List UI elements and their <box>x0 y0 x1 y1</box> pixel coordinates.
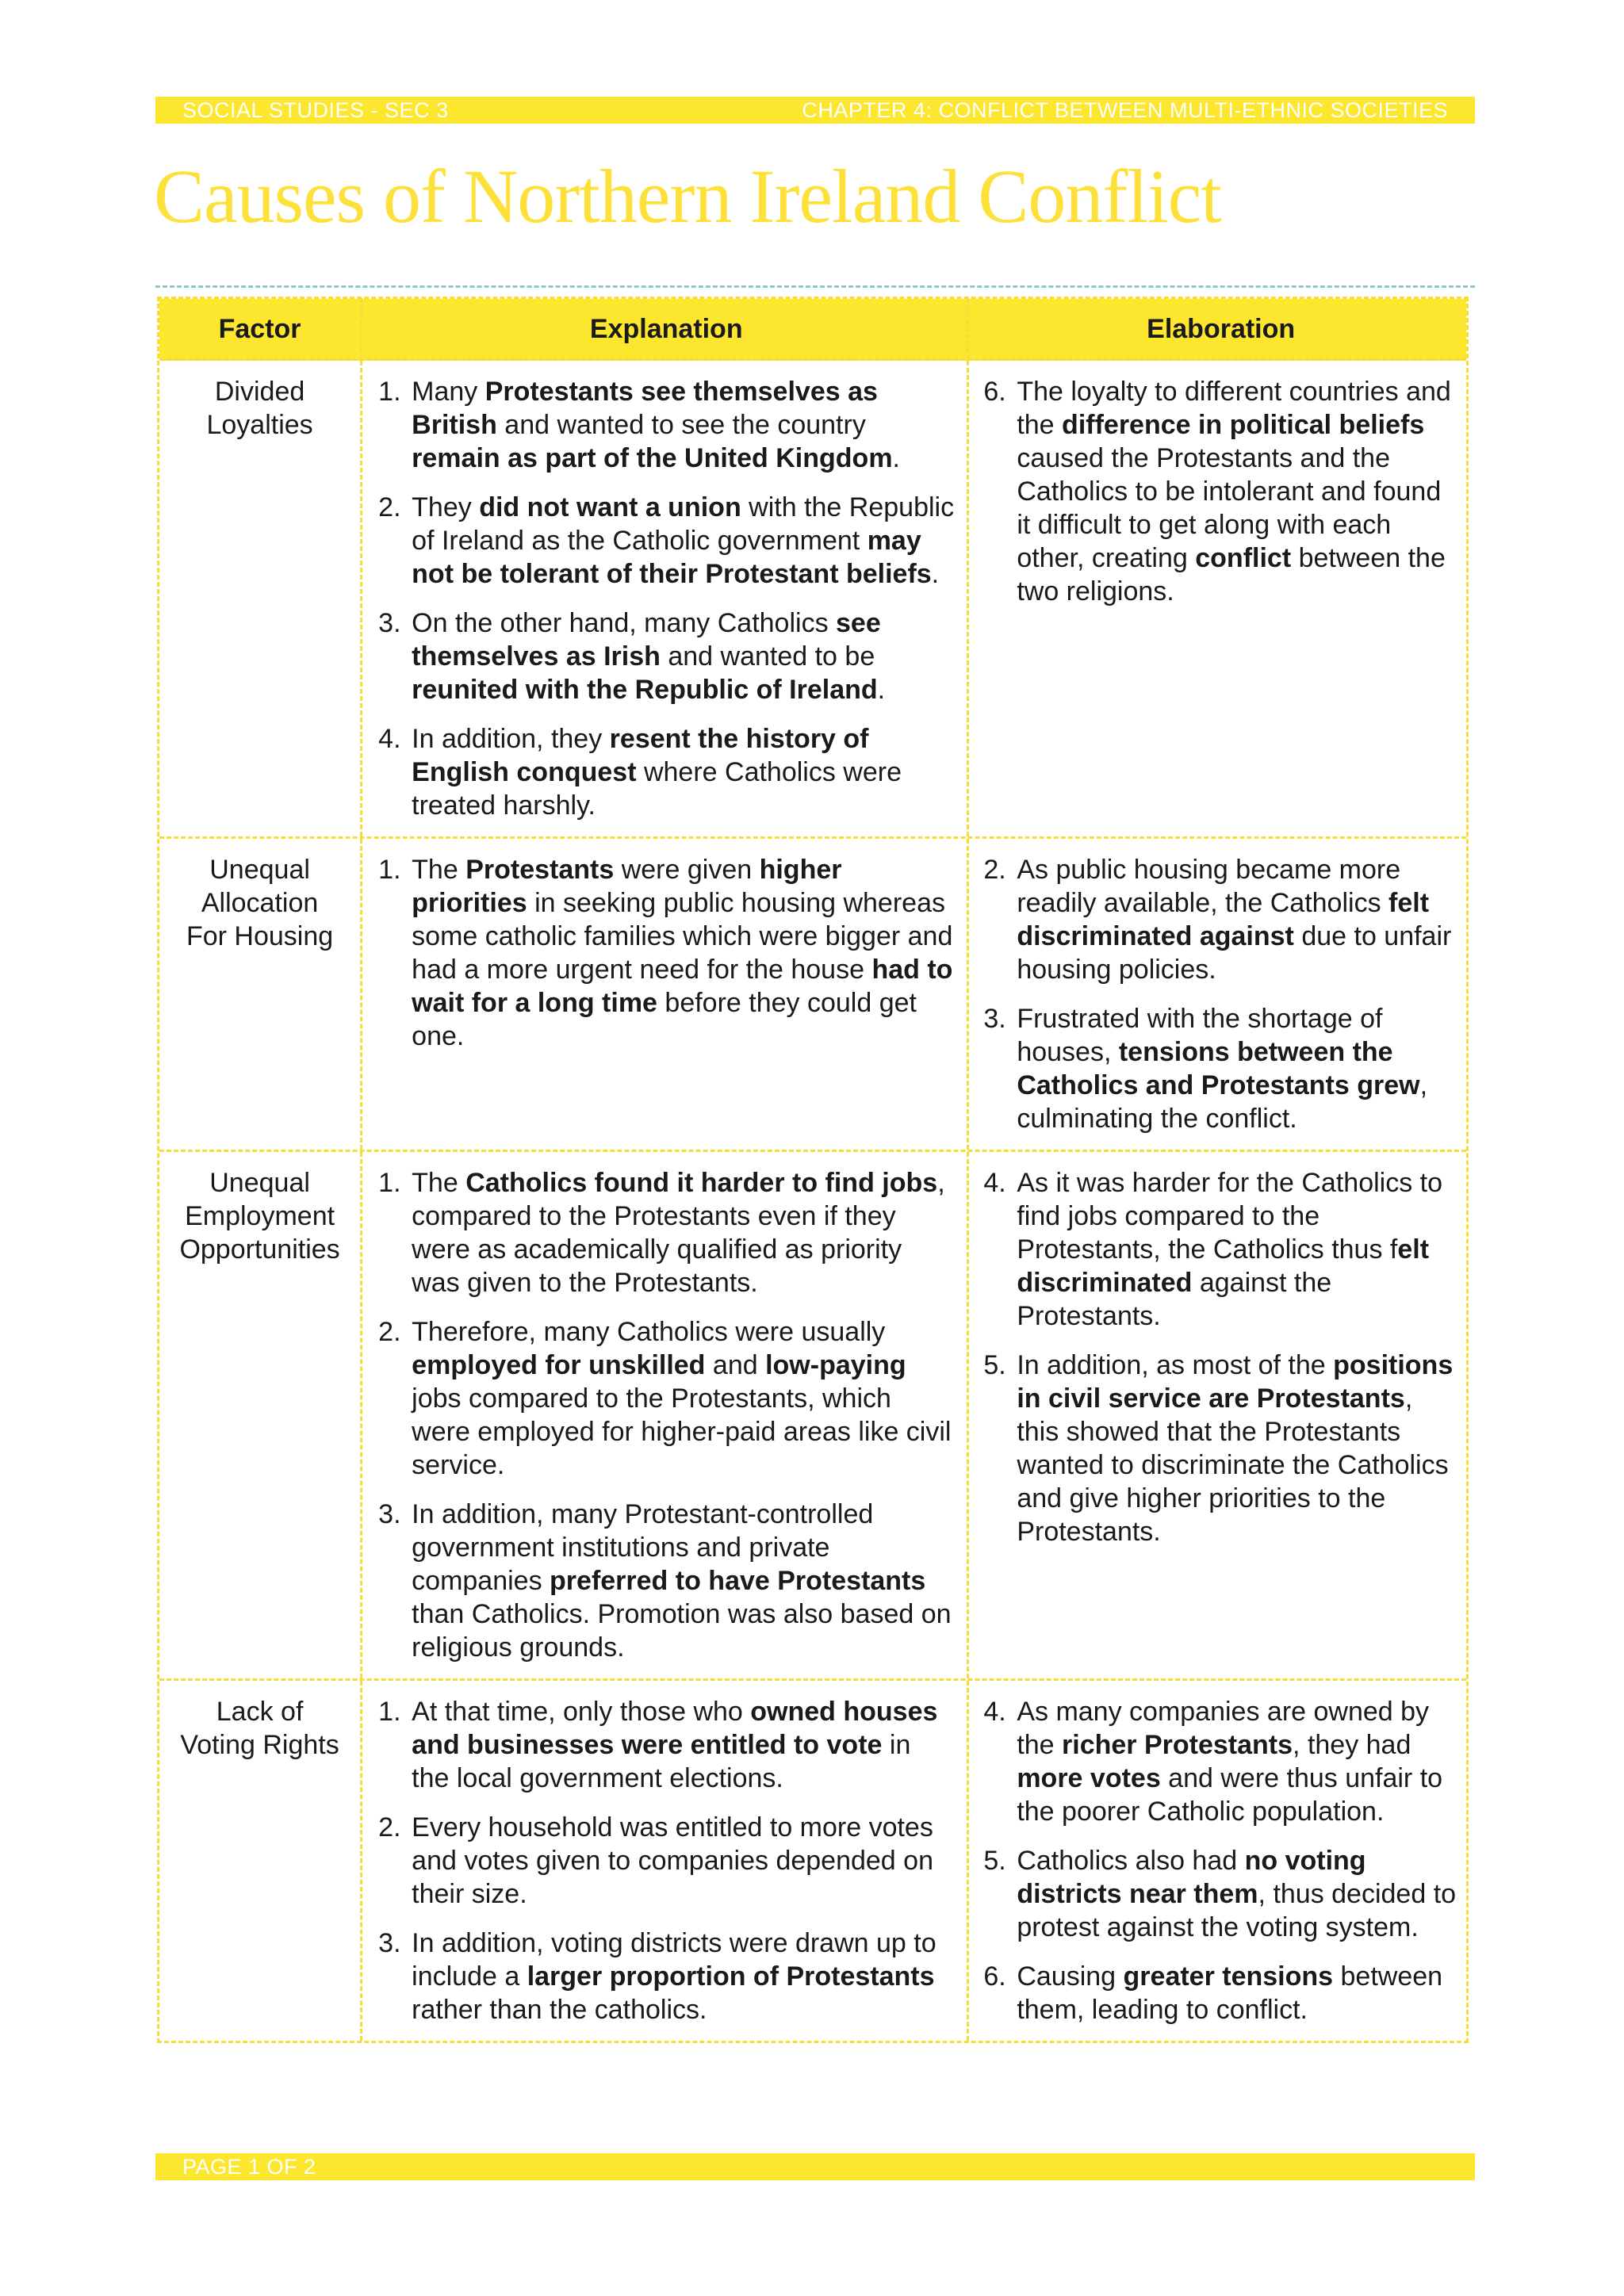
list-item <box>983 1695 1458 1828</box>
list-item <box>378 491 954 591</box>
explanation-cell <box>362 839 969 1150</box>
explanation-cell <box>362 1681 969 2041</box>
page-title: Causes of Northern Ireland Conflict <box>154 154 1221 239</box>
explanation-cell <box>362 361 969 836</box>
factor-cell: Unequal Allocation For Housing <box>159 839 362 1150</box>
column-header-explanation: Explanation <box>362 298 969 360</box>
table-row <box>159 839 1466 1152</box>
factor-cell: Unequal Employment Opportunities <box>159 1152 362 1678</box>
list-text: In addition, they resent the history of English conquest where Catholics were treated harshly. <box>412 724 902 821</box>
list-item <box>378 375 954 475</box>
elaboration-cell <box>969 1681 1466 2041</box>
list-text: Every household was entitled to more votes and votes given to companies depended on their size. <box>412 1812 933 1909</box>
list-item <box>378 722 954 822</box>
elaboration-cell <box>969 361 1466 836</box>
list-item <box>378 1166 954 1299</box>
list-number: 1. <box>378 855 401 885</box>
list-number: 4. <box>983 1168 1006 1198</box>
list-number: 6. <box>983 1961 1006 1992</box>
list-text: As many companies are owned by the richer Protestants, they had more votes and were thus unfair to the poorer Catholic population. <box>1017 1697 1443 1827</box>
elaboration-cell <box>969 839 1466 1150</box>
list-number: 6. <box>983 377 1006 407</box>
list-item <box>378 1811 954 1911</box>
list-text: At that time, only those who owned houses and businesses were entitled to vote in the local government elections. <box>412 1697 938 1793</box>
list-item <box>378 1695 954 1795</box>
list-text: The loyalty to different countries and the difference in political beliefs caused the Protestants and the Catholics to be intolerant and found it difficult to get along with each other, creating conflict between the two religions. <box>1017 377 1451 607</box>
list-number: 5. <box>983 1350 1006 1380</box>
divider <box>155 285 1475 288</box>
list-text: In addition, many Protestant-controlled government institutions and private companies preferred to have Protestants than Catholics. Promotion was also based on religious grounds. <box>412 1499 952 1663</box>
list-item <box>983 1166 1458 1333</box>
list-item <box>983 1844 1458 1944</box>
list-item <box>983 1002 1458 1135</box>
causes-table <box>157 297 1469 2043</box>
list-number: 4. <box>378 724 401 754</box>
table-row <box>159 1681 1466 2041</box>
list-item <box>378 1498 954 1664</box>
list-number: 1. <box>378 377 401 407</box>
list-number: 3. <box>378 1499 401 1529</box>
list-text: As it was harder for the Catholics to find jobs compared to the Protestants, the Catholics thus felt discriminated against the Protestants. <box>1017 1168 1443 1331</box>
list-number: 5. <box>983 1846 1006 1876</box>
list-item <box>378 1315 954 1482</box>
column-header-elaboration: Elaboration <box>1147 313 1296 344</box>
list-item <box>983 1349 1458 1548</box>
table-header-row <box>159 299 1466 361</box>
list-text: Causing greater tensions between them, leading to conflict. <box>1017 1961 1443 2025</box>
list-text: In addition, as most of the positions in civil service are Protestants, this showed that the Protestants wanted to discriminate the Catholics and give higher priorities to the Protestants. <box>1017 1350 1454 1547</box>
header-subject: SOCIAL STUDIES - SEC 3 <box>182 98 449 122</box>
list-number: 2. <box>378 492 401 522</box>
list-item <box>983 853 1458 986</box>
list-text: In addition, voting districts were drawn up to include a larger proportion of Protestants rather than the catholics. <box>412 1928 936 2025</box>
list-number: 3. <box>378 608 401 638</box>
table-row <box>159 1152 1466 1681</box>
table-body <box>159 361 1466 2041</box>
header-bar <box>155 97 1475 124</box>
factor-cell: Lack of Voting Rights <box>159 1681 362 2041</box>
factor-cell: Divided Loyalties <box>159 361 362 836</box>
list-number: 2. <box>378 1317 401 1347</box>
list-text: As public housing became more readily available, the Catholics felt discriminated against due to unfair housing policies. <box>1017 855 1452 985</box>
list-number: 2. <box>983 855 1006 885</box>
list-number: 3. <box>378 1928 401 1958</box>
list-text: Frustrated with the shortage of houses, tensions between the Catholics and Protestants grew, culminating the conflict. <box>1017 1004 1428 1134</box>
list-text: Catholics also had no voting districts near them, thus decided to protest against the voting system. <box>1017 1846 1457 1942</box>
list-text: On the other hand, many Catholics see themselves as Irish and wanted to be reunited with the Republic of Ireland. <box>412 608 886 705</box>
list-number: 4. <box>983 1697 1006 1727</box>
list-item <box>378 607 954 706</box>
list-text: Many Protestants see themselves as British and wanted to see the country remain as part of the United Kingdom. <box>412 377 900 473</box>
table-row <box>159 361 1466 839</box>
list-text: The Protestants were given higher priorities in seeking public housing whereas some catholic families which were bigger and had a more urgent need for the house had to wait for a long time before they could get one. <box>412 855 953 1051</box>
list-number: 2. <box>378 1812 401 1843</box>
list-text: Therefore, many Catholics were usually employed for unskilled and low-paying jobs compared to the Protestants, which were employed for higher-paid areas like civil service. <box>412 1317 952 1480</box>
list-item <box>983 1960 1458 2026</box>
list-number: 3. <box>983 1004 1006 1034</box>
list-text: They did not want a union with the Republic of Ireland as the Catholic government may not be tolerant of their Protestant beliefs. <box>412 492 955 589</box>
elaboration-cell <box>969 1152 1466 1678</box>
footer-bar <box>155 2153 1475 2180</box>
list-item <box>983 375 1458 608</box>
list-item <box>378 853 954 1053</box>
header-chapter: CHAPTER 4: CONFLICT BETWEEN MULTI-ETHNIC SOCIETIES <box>802 98 1448 122</box>
column-header-factor: Factor <box>159 298 362 360</box>
page-number: PAGE 1 OF 2 <box>182 2154 316 2179</box>
list-item <box>378 1927 954 2026</box>
list-number: 1. <box>378 1697 401 1727</box>
list-number: 1. <box>378 1168 401 1198</box>
list-text: The Catholics found it harder to find jobs, compared to the Protestants even if they were as academically qualified as priority was given to the Protestants. <box>412 1168 945 1298</box>
explanation-cell <box>362 1152 969 1678</box>
